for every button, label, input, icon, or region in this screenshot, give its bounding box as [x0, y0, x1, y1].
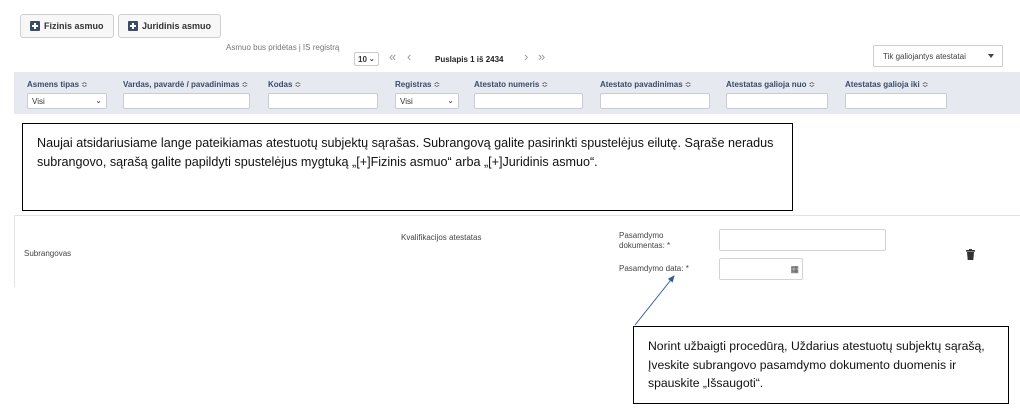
chevron-down-icon: ⌄: [447, 96, 454, 105]
filter-label: Registras: [395, 80, 432, 89]
plus-icon: [30, 21, 40, 31]
filter-registry: [395, 80, 459, 109]
sort-icon[interactable]: ≎: [808, 80, 816, 89]
chevron-down-icon: ⌄: [95, 96, 102, 105]
filter-bar: [14, 72, 1020, 114]
filter-cert-number: [474, 80, 583, 109]
filter-label: Atestatas galioja iki: [845, 80, 920, 89]
filter-valid-to-input[interactable]: [845, 93, 947, 109]
page-indicator: Puslapis 1 iš 2434: [435, 55, 504, 64]
filter-label: Vardas, pavardė / pavadinimas: [123, 80, 240, 89]
chevron-down-icon: ⌄: [368, 56, 375, 63]
sort-icon[interactable]: ≎: [294, 80, 302, 89]
add-natural-person-label: Fizinis asmuo: [44, 21, 104, 31]
filter-name-input[interactable]: [123, 93, 250, 109]
trash-icon[interactable]: [966, 249, 975, 260]
filter-label: Atestatas galioja nuo: [726, 80, 807, 89]
calendar-icon[interactable]: ▦: [790, 264, 799, 274]
filter-label: Atestato numeris: [474, 80, 540, 89]
filter-value: Visi: [400, 96, 413, 106]
filter-registry-select[interactable]: [395, 93, 459, 109]
instruction-note-enter-hire-document: Norint užbaigti procedūrą, Uždarius atestuotų subjektų sąrašą, Įveskite subrangovo pasamdymo dokumento duomenis ir spauskite „Išsaugoti“.: [633, 326, 1009, 404]
plus-icon: [128, 21, 138, 31]
hire-date-input[interactable]: [719, 258, 803, 280]
filter-valid-from-input[interactable]: [726, 93, 828, 109]
filter-person-type-select[interactable]: [27, 93, 107, 109]
sort-icon[interactable]: ≎: [433, 80, 441, 89]
hire-document-input[interactable]: [719, 229, 886, 251]
subcontractor-row: [14, 215, 1020, 287]
next-page-icon[interactable]: ›: [524, 49, 529, 64]
subcontractor-label: Subrangovas: [24, 249, 72, 258]
prev-page-icon[interactable]: ‹: [407, 49, 412, 64]
caret-down-icon: [988, 54, 994, 58]
filter-valid-to: [845, 80, 947, 109]
sort-icon[interactable]: ≎: [684, 80, 692, 89]
add-legal-entity-label: Juridinis asmuo: [142, 21, 212, 31]
filter-cert-title-input[interactable]: [600, 93, 710, 109]
filter-label: Asmens tipas: [27, 80, 80, 89]
filter-cert-title: [600, 80, 710, 109]
filter-person-type: [27, 80, 107, 109]
filter-name: [123, 80, 250, 109]
sort-icon[interactable]: ≎: [921, 80, 929, 89]
sort-icon[interactable]: ≎: [241, 80, 249, 89]
page-size-select[interactable]: [354, 52, 379, 66]
instruction-note-select-subcontractor: Naujai atsidariusiame lange pateikiamas atestuotų subjektų sąrašas. Subrangovą galite pasirinkti spustelėjus eilutę. Sąraše neradus subrangovo, sąrašą galite papildyti spustelėjus mygtuką „[+]Fizinis asmuo“ arba „[+]Juridinis asmuo“.: [22, 123, 793, 211]
filter-label: Atestato pavadinimas: [600, 80, 683, 89]
filter-code-input[interactable]: [268, 93, 378, 109]
page-size-value: 10: [358, 54, 367, 64]
validity-filter-value: Tik galiojantys atestatai: [883, 51, 966, 61]
filter-value: Visi: [32, 96, 45, 106]
filter-cert-number-input[interactable]: [474, 93, 583, 109]
certificate-label: Kvalifikacijos atestatas: [401, 233, 482, 242]
add-legal-entity-button[interactable]: [118, 14, 221, 38]
filter-code: [268, 80, 378, 109]
add-natural-person-button[interactable]: [20, 14, 114, 38]
sort-icon[interactable]: ≎: [541, 80, 549, 89]
filter-label: Kodas: [268, 80, 293, 89]
filter-valid-from: [726, 80, 828, 109]
add-person-hint: Asmuo bus pridėtas į IS registrą: [226, 43, 340, 52]
hire-date-label: Pasamdymo data: *: [619, 264, 689, 273]
first-page-icon[interactable]: «: [389, 49, 397, 64]
validity-filter-select[interactable]: [873, 45, 1003, 67]
last-page-icon[interactable]: »: [538, 49, 546, 64]
hire-document-label: Pasamdymo dokumentas: *: [619, 231, 671, 250]
sort-icon[interactable]: ≎: [81, 80, 88, 89]
